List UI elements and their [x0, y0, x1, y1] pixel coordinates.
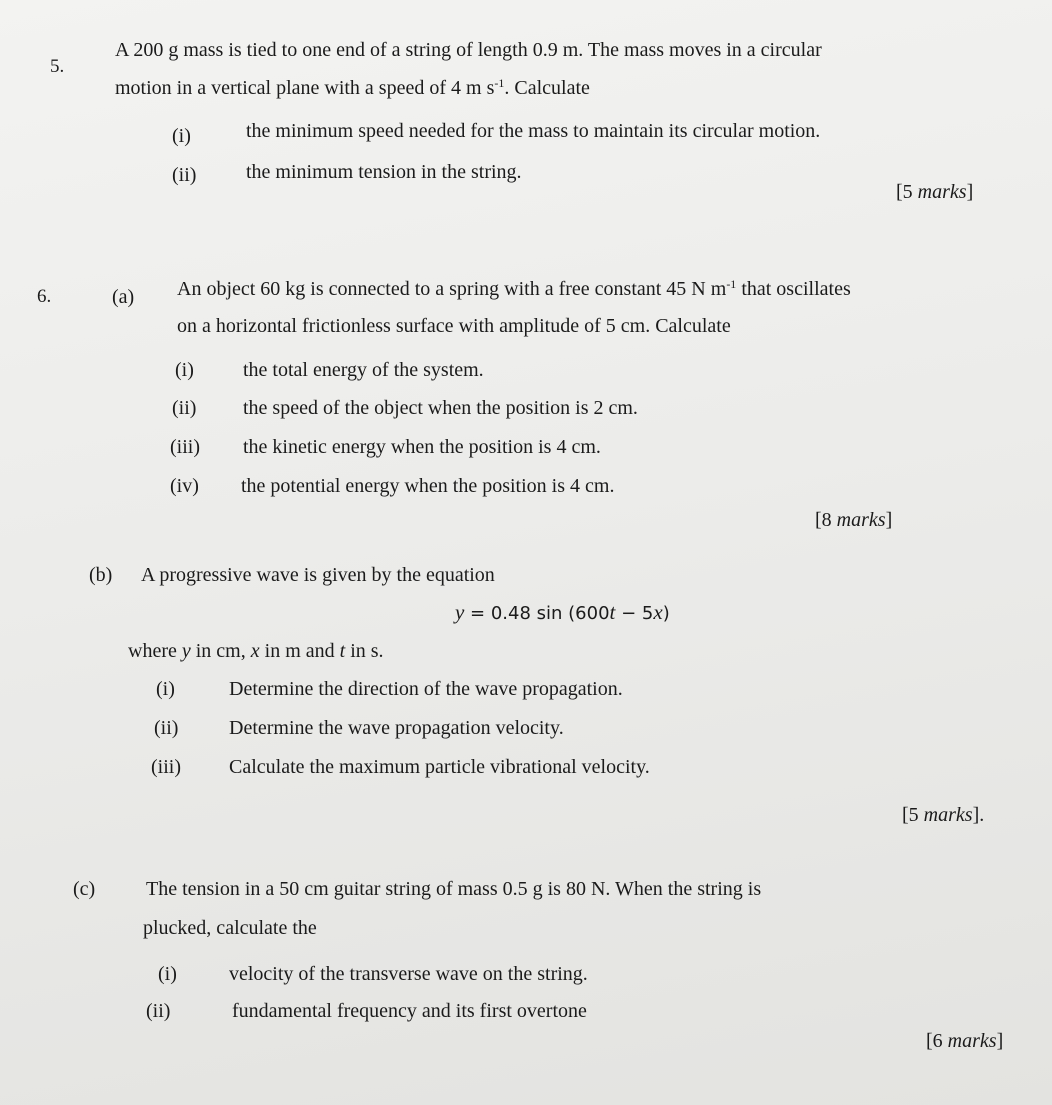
- question-5-line-2: motion in a vertical plane with a speed of 4 m $s^{-1}$. Calculate: [115, 76, 590, 99]
- part-c-item-text: fundamental frequency and its first overtone: [232, 1000, 587, 1022]
- part-b-intro: A progressive wave is given by the equation: [141, 564, 495, 586]
- part-a-line-1: An object 60 kg is connected to a spring with a free constant 45 N $m^{-1}$ that oscillates: [177, 277, 851, 300]
- wave-equation: y = 0.48 sin (600t − 5x): [455, 600, 670, 624]
- part-a-item-label: (iv): [170, 475, 199, 497]
- part-a-item-text: the potential energy when the position is 4 cm.: [241, 475, 615, 497]
- part-a-item-text: the total energy of the system.: [243, 359, 484, 381]
- question-5-item-label: (ii): [172, 164, 197, 186]
- part-a-label: (a): [112, 286, 135, 308]
- part-a-marks: [8 marks]: [815, 509, 893, 531]
- part-a-line-2: on a horizontal frictionless surface with amplitude of 5 cm. Calculate: [177, 315, 731, 337]
- part-c-marks: [6 marks]: [926, 1030, 1004, 1052]
- question-5-marks: [5 marks]: [896, 181, 974, 203]
- part-c-label: (c): [73, 878, 96, 900]
- part-c-item-label: (i): [158, 963, 177, 985]
- part-c-item-text: velocity of the transverse wave on the string.: [229, 963, 588, 985]
- part-b-item-label: (i): [156, 678, 175, 700]
- part-a-item-text: the kinetic energy when the position is 4 cm.: [243, 436, 601, 458]
- part-b-item-text: Determine the direction of the wave propagation.: [229, 678, 623, 700]
- question-5-item-text: the minimum speed needed for the mass to maintain its circular motion.: [246, 120, 821, 142]
- question-5-item-text: the minimum tension in the string.: [246, 161, 522, 183]
- part-b-item-label: (iii): [151, 756, 181, 778]
- part-c-item-label: (ii): [146, 1000, 171, 1022]
- question-6-number: 6.: [37, 286, 52, 307]
- part-a-item-label: (i): [175, 359, 194, 381]
- part-b-label: (b): [89, 564, 113, 586]
- part-a-item-text: the speed of the object when the position is 2 cm.: [243, 397, 638, 419]
- part-b-item-text: Determine the wave propagation velocity.: [229, 717, 564, 739]
- part-b-where-line: where y in cm, x in m and t in s.: [128, 640, 384, 662]
- part-c-line-2: plucked, calculate the: [143, 917, 317, 939]
- part-c-line-1: The tension in a 50 cm guitar string of mass 0.5 g is 80 N. When the string is: [146, 878, 762, 900]
- part-a-item-label: (iii): [170, 436, 200, 458]
- part-b-item-label: (ii): [154, 717, 179, 739]
- question-5-number: 5.: [50, 56, 65, 77]
- question-5-item-label: (i): [172, 125, 191, 147]
- part-b-item-text: Calculate the maximum particle vibrational velocity.: [229, 756, 650, 778]
- question-5-line-1: A 200 g mass is tied to one end of a string of length 0.9 m. The mass moves in a circular: [115, 39, 822, 61]
- part-b-marks: [5 marks].: [902, 804, 985, 826]
- part-a-item-label: (ii): [172, 397, 197, 419]
